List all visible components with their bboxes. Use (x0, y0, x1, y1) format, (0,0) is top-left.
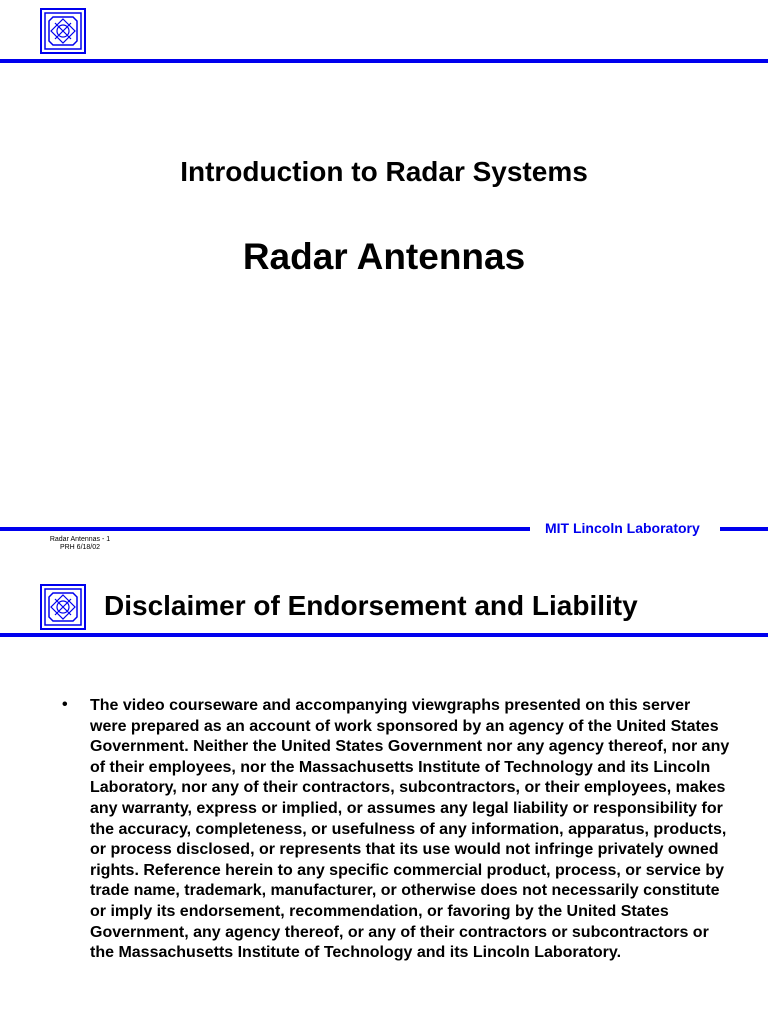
bullet-marker: • (62, 696, 68, 713)
header-rule (0, 59, 768, 63)
slide-title: Radar Antennas (242, 236, 526, 277)
footer-slide-info (20, 536, 140, 552)
footer-rule-left (0, 527, 530, 531)
footer-rule-right (720, 527, 768, 531)
slide-subtitle: Introduction to Radar Systems (180, 156, 588, 187)
header-rule (0, 633, 768, 637)
disclaimer-slide (0, 576, 768, 1024)
footer-lab-name: MIT Lincoln Laboratory (545, 520, 700, 536)
footer-date: PRH 6/18/02 (59, 544, 101, 551)
disclaimer-body: The video courseware and accompanying viewgraphs presented on this server were prepared as an account of work sponsored by an agency of the United States Government. Neither the United States Government nor any agency thereof, nor any of their employees, nor the Massachusetts Institute of Technology and its Lincoln Laboratory, nor any of their contractors, subcontractors, or their employees, makes any warranty, express or implied, or assumes any legal liability or responsibility for the accuracy, completeness, or usefulness of any information, apparatus, products, or process disclosed, or represents that its use would not infringe privately owned rights. Reference herein to any specific commercial product, process, or service by trade name, trademark, manufacturer, or otherwise does not necessarily constitute or imply its endorsement, recommendation, or favoring by the United States Government, any agency thereof, or any of their contractors or subcontractors or the Massachusetts Institute of Technology and its Lincoln Laboratory. (90, 697, 730, 962)
mit-ll-logo-icon (40, 584, 86, 630)
mit-ll-logo-icon (40, 8, 86, 54)
footer-slide-number: Radar Antennas - 1 (49, 536, 111, 543)
disclaimer-title: Disclaimer of Endorsement and Liability (104, 590, 638, 621)
